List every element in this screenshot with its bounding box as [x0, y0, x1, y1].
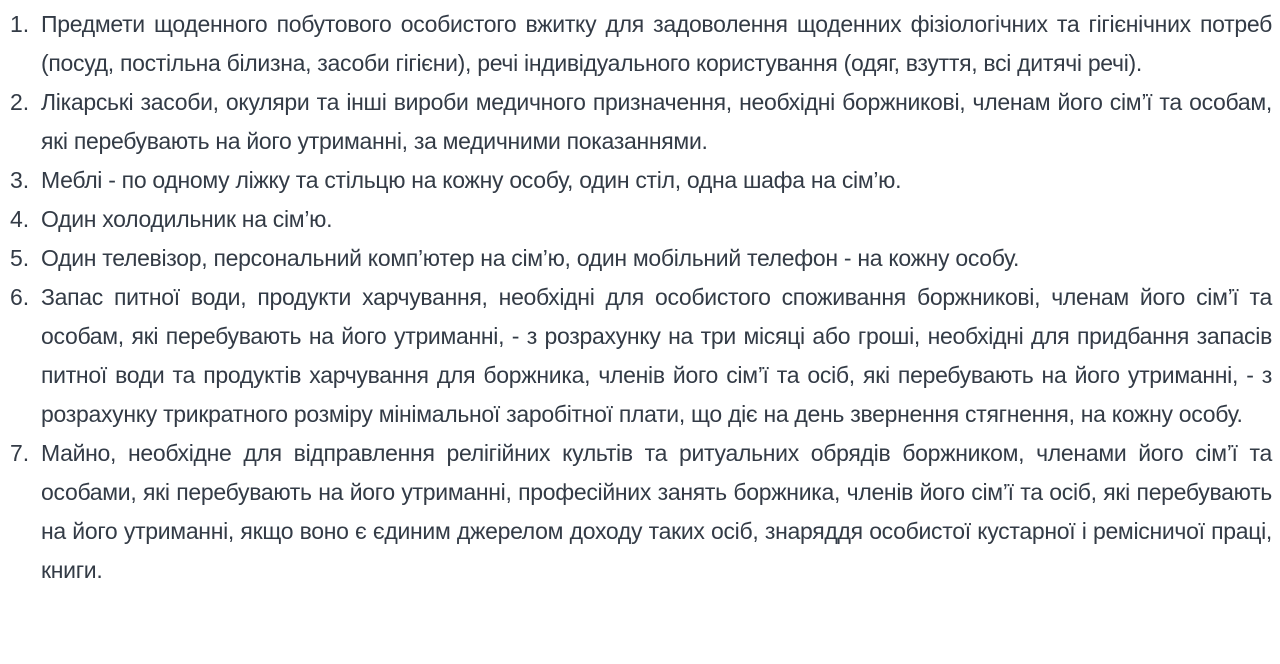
item-number: 3.: [10, 167, 30, 193]
item-number: 6.: [10, 284, 30, 310]
list-item: [10, 83, 1272, 161]
list-item: [10, 434, 1272, 590]
item-text: Один холодильник на сім’ю.: [41, 206, 333, 232]
list-item: [10, 239, 1272, 278]
list-item: [10, 200, 1272, 239]
item-text: Запас питної води, продукти харчування, необхідні для особистого споживання боржникові, членам його сім’ї та особам, які перебувають на його утриманні, - з розрахунку на три місяці або гроші, необхідні для придбання запасів питної води та продуктів харчування для боржника, членів його сім’ї та осіб, які перебувають на його утриманні, - з розрахунку трикратного розміру мінімальної заробітної плати, що діє на день звернення стягнення, на кожну особу.: [41, 284, 1272, 427]
item-number: 4.: [10, 206, 30, 232]
item-number: 2.: [10, 89, 30, 115]
item-text: Лікарські засоби, окуляри та інші вироби медичного призначення, необхідні боржникові, членам його сім’ї та особам, які перебувають на його утриманні, за медичними показаннями.: [41, 89, 1272, 154]
item-text: Меблі - по одному ліжку та стільцю на кожну особу, один стіл, одна шафа на сім’ю.: [41, 167, 902, 193]
item-text: Один телевізор, персональний комп’ютер на сім’ю, один мобільний телефон - на кожну особу.: [41, 245, 1020, 271]
item-text: Предмети щоденного побутового особистого вжитку для задоволення щоденних фізіологічних та гігієнічних потреб (посуд, постільна білизна, засоби гігієни), речі індивідуального користування (одяг, взуття, всі дитячі речі).: [41, 11, 1272, 76]
item-number: 5.: [10, 245, 30, 271]
exemption-list: [10, 5, 1272, 590]
item-text: Майно, необхідне для відправлення релігійних культів та ритуальних обрядів боржником, членами його сім’ї та особами, які перебувають на його утриманні, професійних занять боржника, членів його сім’ї та осіб, які перебувають на його утриманні, якщо воно є єдиним джерелом доходу таких осіб, знаряддя особистої кустарної і ремісничої праці, книги.: [41, 440, 1272, 583]
list-item: [10, 5, 1272, 83]
item-number: 1.: [10, 11, 30, 37]
list-item: [10, 161, 1272, 200]
list-item: [10, 278, 1272, 434]
item-number: 7.: [10, 440, 30, 466]
